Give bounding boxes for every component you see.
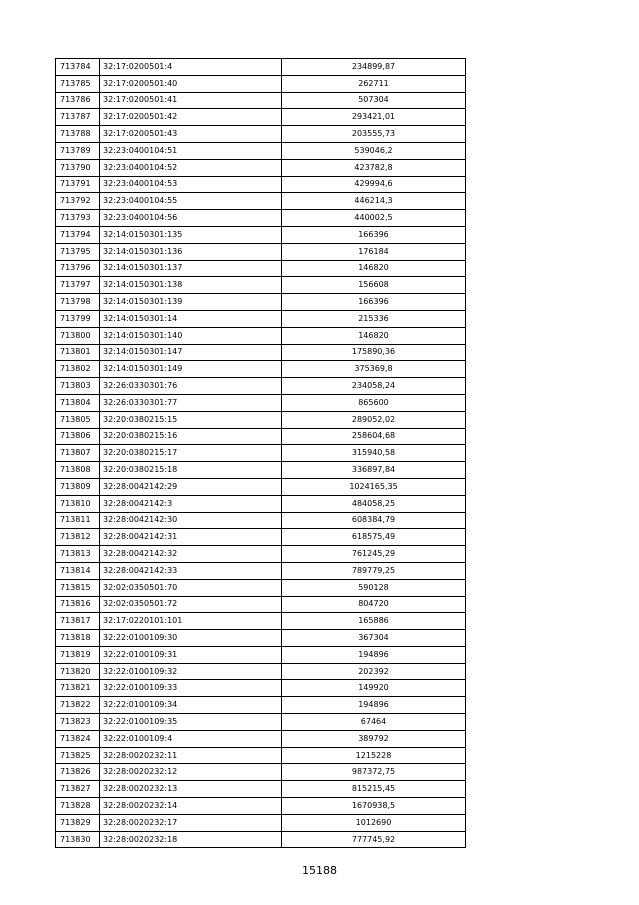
value-cell: 789779,25 [282,562,466,579]
cadastral-number-cell: 32:23:0400104:55 [100,193,282,210]
row-id-cell: 713811 [56,512,100,529]
table-row [56,394,466,411]
cadastral-number-cell: 32:28:0042142:3 [100,495,282,512]
value-cell: 777745,92 [282,831,466,848]
table-row [56,462,466,479]
cadastral-number-cell: 32:28:0020232:12 [100,764,282,781]
table-row [56,579,466,596]
row-id-cell: 713812 [56,529,100,546]
cadastral-number-cell: 32:23:0400104:51 [100,142,282,159]
table-row [56,697,466,714]
row-id-cell: 713817 [56,613,100,630]
row-id-cell: 713821 [56,680,100,697]
cadastral-number-cell: 32:02:0350501:70 [100,579,282,596]
table-row [56,210,466,227]
row-id-cell: 713814 [56,562,100,579]
table-row [56,546,466,563]
value-cell: 293421,01 [282,109,466,126]
value-cell: 165886 [282,613,466,630]
cadastral-number-cell: 32:28:0020232:18 [100,831,282,848]
row-id-cell: 713797 [56,277,100,294]
value-cell: 202392 [282,663,466,680]
table-row [56,193,466,210]
cadastral-number-cell: 32:20:0380215:18 [100,462,282,479]
row-id-cell: 713795 [56,243,100,260]
value-cell: 176184 [282,243,466,260]
table-row [56,260,466,277]
cadastral-number-cell: 32:26:0330301:77 [100,394,282,411]
row-id-cell: 713818 [56,630,100,647]
row-id-cell: 713794 [56,226,100,243]
row-id-cell: 713792 [56,193,100,210]
value-cell: 440002,5 [282,210,466,227]
cadastral-number-cell: 32:20:0380215:16 [100,428,282,445]
table-row [56,562,466,579]
table-row [56,730,466,747]
table-row [56,428,466,445]
table-row [56,781,466,798]
value-cell: 234899,87 [282,59,466,76]
value-cell: 618575,49 [282,529,466,546]
row-id-cell: 713806 [56,428,100,445]
row-id-cell: 713784 [56,59,100,76]
row-id-cell: 713791 [56,176,100,193]
row-id-cell: 713815 [56,579,100,596]
table-row [56,411,466,428]
cadastral-number-cell: 32:02:0350501:72 [100,596,282,613]
value-cell: 234058,24 [282,378,466,395]
row-id-cell: 713813 [56,546,100,563]
row-id-cell: 713793 [56,210,100,227]
row-id-cell: 713786 [56,92,100,109]
value-cell: 194896 [282,697,466,714]
cadastral-number-cell: 32:28:0042142:32 [100,546,282,563]
row-id-cell: 713803 [56,378,100,395]
cadastral-number-cell: 32:26:0330301:76 [100,378,282,395]
row-id-cell: 713802 [56,361,100,378]
row-id-cell: 713805 [56,411,100,428]
value-cell: 608384,79 [282,512,466,529]
value-cell: 166396 [282,226,466,243]
value-cell: 539046,2 [282,142,466,159]
value-cell: 507304 [282,92,466,109]
table-row [56,294,466,311]
row-id-cell: 713796 [56,260,100,277]
table-row [56,512,466,529]
row-id-cell: 713808 [56,462,100,479]
cadastral-number-cell: 32:22:0100109:30 [100,630,282,647]
table-row [56,478,466,495]
cadastral-number-cell: 32:28:0020232:13 [100,781,282,798]
value-cell: 146820 [282,327,466,344]
table-row [56,798,466,815]
table-row [56,92,466,109]
row-id-cell: 713790 [56,159,100,176]
cadastral-number-cell: 32:14:0150301:139 [100,294,282,311]
table-row [56,344,466,361]
table-row [56,310,466,327]
cadastral-number-cell: 32:28:0020232:17 [100,814,282,831]
value-cell: 590128 [282,579,466,596]
table-row [56,714,466,731]
value-cell: 429994,6 [282,176,466,193]
cadastral-number-cell: 32:14:0150301:135 [100,226,282,243]
cadastral-number-cell: 32:17:0200501:4 [100,59,282,76]
cadastral-number-cell: 32:28:0042142:31 [100,529,282,546]
table-row [56,243,466,260]
cadastral-number-cell: 32:14:0150301:136 [100,243,282,260]
value-cell: 289052,02 [282,411,466,428]
cadastral-number-cell: 32:14:0150301:140 [100,327,282,344]
row-id-cell: 713822 [56,697,100,714]
cadastral-number-cell: 32:17:0220101:101 [100,613,282,630]
row-id-cell: 713804 [56,394,100,411]
value-cell: 484058,25 [282,495,466,512]
row-id-cell: 713810 [56,495,100,512]
value-cell: 146820 [282,260,466,277]
cadastral-number-cell: 32:17:0200501:42 [100,109,282,126]
value-cell: 375369,8 [282,361,466,378]
table-body [56,59,466,848]
table-row [56,445,466,462]
row-id-cell: 713807 [56,445,100,462]
value-cell: 215336 [282,310,466,327]
cadastral-number-cell: 32:28:0042142:30 [100,512,282,529]
row-id-cell: 713800 [56,327,100,344]
cadastral-number-cell: 32:22:0100109:33 [100,680,282,697]
table-row [56,159,466,176]
row-id-cell: 713788 [56,126,100,143]
table-row [56,277,466,294]
cadastral-number-cell: 32:22:0100109:32 [100,663,282,680]
row-id-cell: 713819 [56,646,100,663]
cadastral-number-cell: 32:28:0042142:33 [100,562,282,579]
table-row [56,663,466,680]
value-cell: 423782,8 [282,159,466,176]
row-id-cell: 713799 [56,310,100,327]
value-cell: 804720 [282,596,466,613]
value-cell: 175890,36 [282,344,466,361]
table-row [56,327,466,344]
row-id-cell: 713829 [56,814,100,831]
page-number: 15188 [302,864,337,877]
table-row [56,764,466,781]
cadastral-number-cell: 32:14:0150301:138 [100,277,282,294]
table-row [56,142,466,159]
row-id-cell: 713798 [56,294,100,311]
cadastral-number-cell: 32:28:0042142:29 [100,478,282,495]
cadastral-number-cell: 32:22:0100109:35 [100,714,282,731]
value-cell: 258604,68 [282,428,466,445]
table-row [56,59,466,76]
cadastral-number-cell: 32:22:0100109:4 [100,730,282,747]
value-cell: 389792 [282,730,466,747]
table-row [56,126,466,143]
cadastral-number-cell: 32:22:0100109:34 [100,697,282,714]
table-row [56,75,466,92]
cadastral-number-cell: 32:14:0150301:14 [100,310,282,327]
value-cell: 1012690 [282,814,466,831]
table-row [56,831,466,848]
value-cell: 194896 [282,646,466,663]
table-row [56,613,466,630]
cadastral-number-cell: 32:14:0150301:147 [100,344,282,361]
table-row [56,109,466,126]
value-cell: 336897,84 [282,462,466,479]
table-row [56,361,466,378]
row-id-cell: 713830 [56,831,100,848]
table-row [56,646,466,663]
value-cell: 315940,58 [282,445,466,462]
table-row [56,378,466,395]
value-cell: 1024165,35 [282,478,466,495]
row-id-cell: 713801 [56,344,100,361]
cadastral-number-cell: 32:23:0400104:52 [100,159,282,176]
cadastral-number-cell: 32:28:0020232:11 [100,747,282,764]
cadastral-number-cell: 32:14:0150301:137 [100,260,282,277]
table-row [56,226,466,243]
cadastral-number-cell: 32:22:0100109:31 [100,646,282,663]
value-cell: 1215228 [282,747,466,764]
row-id-cell: 713820 [56,663,100,680]
table-row [56,495,466,512]
row-id-cell: 713826 [56,764,100,781]
row-id-cell: 713809 [56,478,100,495]
value-cell: 367304 [282,630,466,647]
cadastral-number-cell: 32:17:0200501:40 [100,75,282,92]
table-row [56,529,466,546]
row-id-cell: 713823 [56,714,100,731]
row-id-cell: 713785 [56,75,100,92]
table-row [56,596,466,613]
cadastral-number-cell: 32:23:0400104:53 [100,176,282,193]
value-cell: 446214,3 [282,193,466,210]
row-id-cell: 713789 [56,142,100,159]
value-cell: 149920 [282,680,466,697]
value-cell: 203555,73 [282,126,466,143]
value-cell: 865600 [282,394,466,411]
cadastral-number-cell: 32:23:0400104:56 [100,210,282,227]
value-cell: 761245,29 [282,546,466,563]
cadastral-number-cell: 32:20:0380215:15 [100,411,282,428]
value-cell: 987372,75 [282,764,466,781]
value-cell: 166396 [282,294,466,311]
table-row [56,814,466,831]
table-row [56,680,466,697]
cadastral-number-cell: 32:14:0150301:149 [100,361,282,378]
value-cell: 67464 [282,714,466,731]
table-row [56,176,466,193]
cadastral-number-cell: 32:17:0200501:43 [100,126,282,143]
table-row [56,747,466,764]
cadastral-number-cell: 32:20:0380215:17 [100,445,282,462]
value-cell: 262711 [282,75,466,92]
value-cell: 815215,45 [282,781,466,798]
row-id-cell: 713827 [56,781,100,798]
table-row [56,630,466,647]
value-cell: 1670938,5 [282,798,466,815]
row-id-cell: 713828 [56,798,100,815]
row-id-cell: 713787 [56,109,100,126]
cadastral-number-cell: 32:17:0200501:41 [100,92,282,109]
value-cell: 156608 [282,277,466,294]
row-id-cell: 713816 [56,596,100,613]
data-table [55,58,466,848]
cadastral-number-cell: 32:28:0020232:14 [100,798,282,815]
row-id-cell: 713824 [56,730,100,747]
row-id-cell: 713825 [56,747,100,764]
